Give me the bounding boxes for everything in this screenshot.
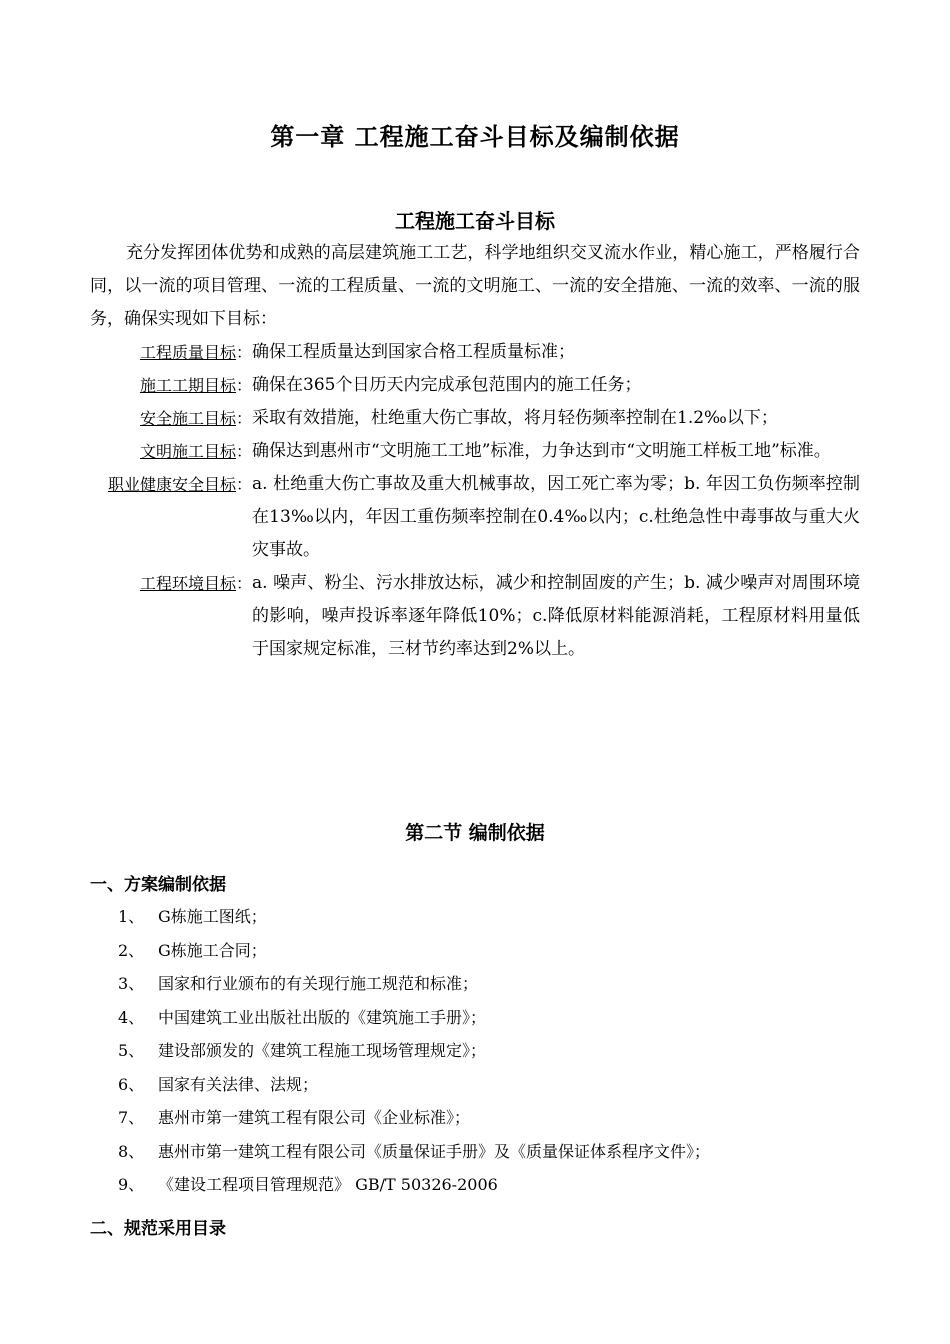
- list-item: 2、 G栋施工合同；: [118, 940, 267, 960]
- goal-label: 安全施工目标: [139, 409, 236, 428]
- section-title-basis: 第二节 编制依据: [405, 822, 545, 844]
- goal-label: 职业健康安全目标: [107, 475, 236, 494]
- list-item: 4、 中国建筑工业出版社出版的《建筑施工手册》；: [118, 1007, 487, 1027]
- goal-environment: 工程环境目标： a. 噪声、粉尘、污水排放达标，减少和控制固废的产生；b. 减少噪声对周围环境的影响，噪声投诉率逐年降低10%；c.降低原材料能源消耗，工程原材料用量低于国家规定标准，三材节约率达到2%以上。: [90, 567, 860, 666]
- list-item: 1、 G栋施工图纸；: [118, 907, 267, 926]
- goal-label: 工程环境目标: [139, 574, 236, 593]
- list-item: 3、 国家和行业颁布的有关现行施工规范和标准；: [118, 974, 479, 993]
- section-title-goals: 工程施工奋斗目标: [395, 209, 555, 233]
- list-item: 8、 惠州市第一建筑工程有限公司《质量保证手册》及《质量保证体系程序文件》；: [118, 1141, 711, 1161]
- goals-list: [90, 336, 860, 666]
- goal-label: 工程质量目标: [139, 343, 236, 362]
- goal-label: 施工工期目标: [139, 376, 236, 395]
- goal-health: 职业健康安全目标： a. 杜绝重大伤亡事故及重大机械事故，因工死亡率为零；b. 年因工负伤频率控制在13‰以内，年因工重伤频率控制在0.4‰以内；c.杜绝急性中毒事故与重大火灾事故。: [90, 468, 860, 567]
- intro-paragraph: 充分发挥团体优势和成熟的高层建筑施工工艺，科学地组织交叉流水作业，精心施工，严格履行合同，以一流的项目管理、一流的工程质量、一流的文明施工、一流的安全措施、一流的效率、一流的服务，确保实现如下目标：: [90, 243, 860, 329]
- goal-text: 确保在365个日历天内完成承包范围内的施工任务；: [252, 375, 642, 395]
- goal-text: a. 噪声、粉尘、污水排放达标，减少和控制固废的产生；b. 减少噪声对周围环境的影响，噪声投诉率逐年降低10%；c.降低原材料能源消耗，工程原材料用量低于国家规定标准，三材节约率达到2%以上。: [252, 573, 860, 659]
- list-item: 9、 《建设工程项目管理规范》 GB/T 50326-2006: [118, 1175, 498, 1194]
- basis-list: [118, 900, 858, 1202]
- goal-text: 确保达到惠州市“文明施工工地”标准，力争达到市“文明施工样板工地”标准。: [252, 441, 831, 461]
- heading-specifications: 二、规范采用目录: [90, 1219, 226, 1239]
- goal-text: 确保工程质量达到国家合格工程质量标准；: [252, 342, 575, 362]
- goal-safety: 安全施工目标： 采取有效措施，杜绝重大伤亡事故，将月轻伤频率控制在1.2‰以下；: [90, 402, 860, 435]
- heading-basis: 一、方案编制依据: [90, 875, 226, 895]
- goal-label: 文明施工目标: [139, 442, 236, 461]
- goal-schedule: 施工工期目标： 确保在365个日历天内完成承包范围内的施工任务；: [90, 369, 860, 402]
- list-item: 5、 建设部颁发的《建筑工程施工现场管理规定》；: [118, 1041, 487, 1060]
- list-item: 7、 惠州市第一建筑工程有限公司《企业标准》；: [118, 1108, 471, 1127]
- goal-text: a. 杜绝重大伤亡事故及重大机械事故，因工死亡率为零；b. 年因工负伤频率控制在13‰以内，年因工重伤频率控制在0.4‰以内；c.杜绝急性中毒事故与重大火灾事故。: [252, 474, 860, 560]
- goal-quality: 工程质量目标： 确保工程质量达到国家合格工程质量标准；: [90, 336, 860, 369]
- list-item: 6、 国家有关法律、法规；: [118, 1074, 319, 1094]
- chapter-title: 第一章 工程施工奋斗目标及编制依据: [270, 123, 680, 151]
- goal-civilized: 文明施工目标： 确保达到惠州市“文明施工工地”标准，力争达到市“文明施工样板工地”标准。: [90, 435, 860, 468]
- goal-text: 采取有效措施，杜绝重大伤亡事故，将月轻伤频率控制在1.2‰以下；: [252, 408, 778, 428]
